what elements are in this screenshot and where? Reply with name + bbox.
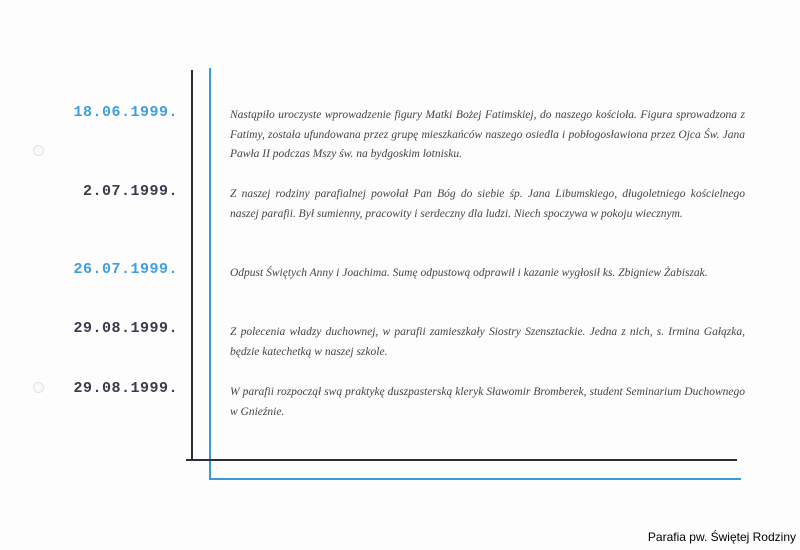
bottom-line-blue [210, 478, 741, 480]
footer-caption: Parafia pw. Świętej Rodziny [647, 530, 796, 544]
bottom-line-dark [186, 459, 737, 461]
entry-text: Odpust Świętych Anny i Joachima. Sumę odpustową odprawił i kazanie wygłosił ks. Zbigniew Żabiszak. [230, 267, 708, 279]
entry-date: 29.08.1999. [73, 380, 178, 397]
entry-text: W parafii rozpoczął swą praktykę duszpasterską kleryk Sławomir Bromberek, student Seminarium Duchownego w Gnieźnie. [230, 386, 745, 418]
punch-hole [33, 145, 44, 156]
entry-text: Z naszej rodziny parafialnej powołał Pan Bóg do siebie śp. Jana Libumskiego, długoletniego kościelnego naszej parafii. Był sumienny, pracowity i serdeczny dla ludzi. Niech spoczywa w pokoju wiecznym. [230, 188, 745, 220]
margin-line-blue [209, 68, 211, 480]
margin-line-dark [191, 70, 193, 460]
entry-date: 2.07.1999. [82, 183, 178, 200]
entry-date: 18.06.1999. [73, 104, 178, 121]
entry-text: Z polecenia władzy duchownej, w parafii zamieszkały Siostry Szensztackie. Jedna z nich, s. Irmina Gałązka, będzie katechetką w naszej szkole. [230, 326, 745, 358]
entry-date: 26.07.1999. [73, 261, 178, 278]
entry-date: 29.08.1999. [73, 320, 178, 337]
entry-text: Nastąpiło uroczyste wprowadzenie figury Matki Bożej Fatimskiej, do naszego kościoła. Figura sprowadzona z Fatimy, została ufundowana przez grupę mieszkańców naszego osiedla i pobłogosławiona przez Ojca Św. Jana Pawła II podczas Mszy św. na bydgoskim lotnisku. [230, 109, 745, 160]
